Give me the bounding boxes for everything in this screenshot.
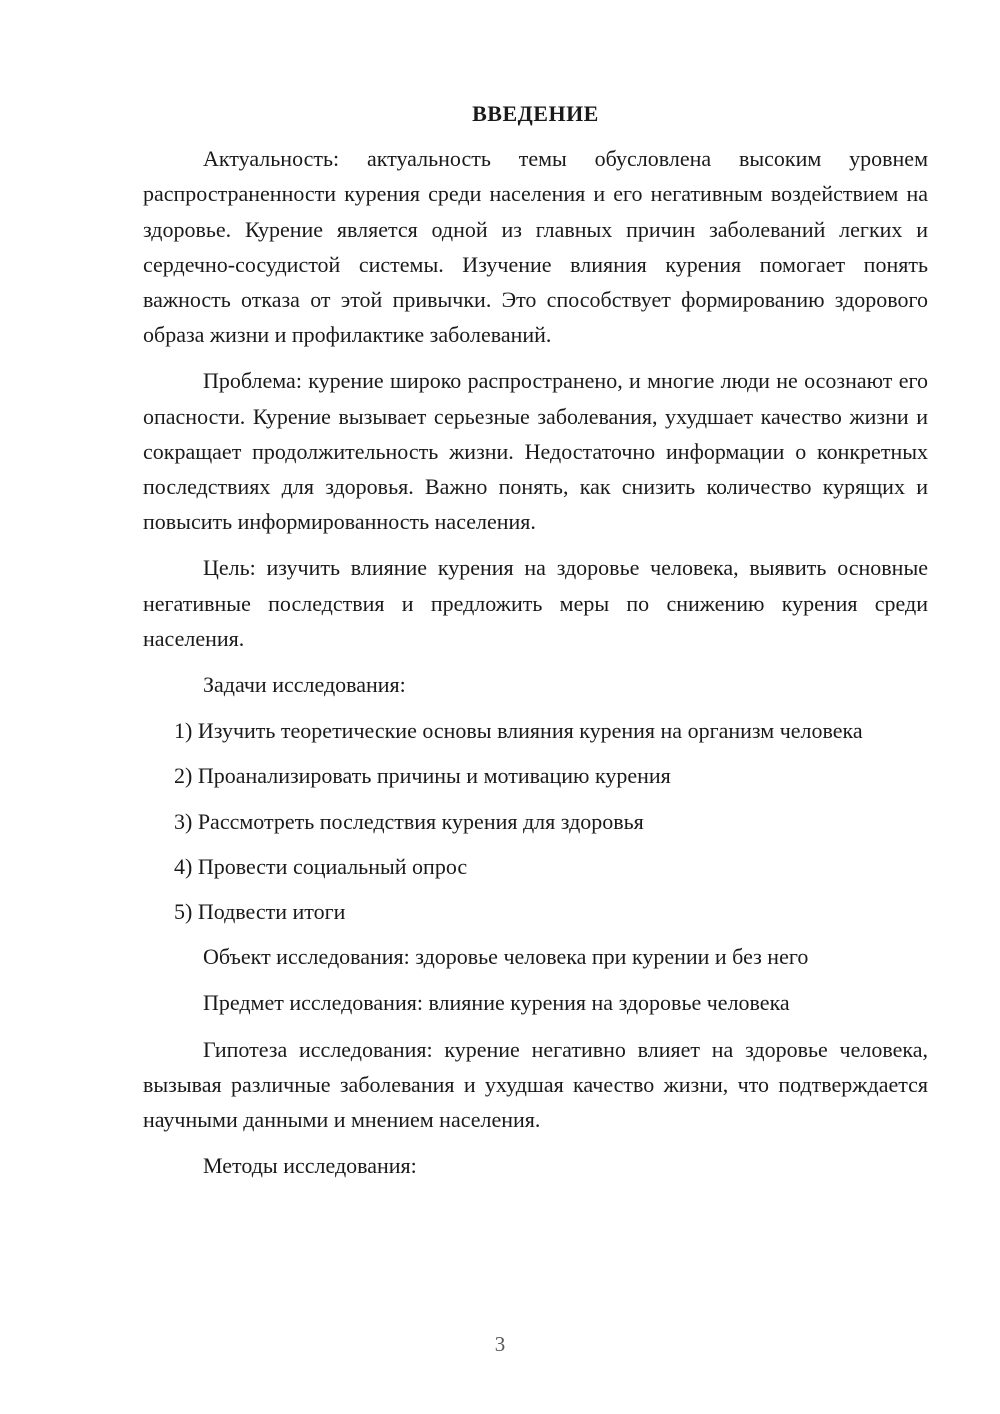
page-title: ВВЕДЕНИЕ: [472, 101, 599, 126]
paragraph-relevance: Актуальность: актуальность темы обусловлена высоким уровнем распространенности курения среди населения и его негативным воздействием на здоровье. Курение является одной из главных причин заболеваний легких и сердечно-сосудистой системы. Изучение влияния курения помогает понять важность отказа от этой привычки. Это способствует формированию здорового образа жизни и профилактике заболеваний.: [143, 146, 928, 348]
paragraph-goal: Цель: изучить влияние курения на здоровье человека, выявить основные негативные последствия и предложить меры по снижению курения среди населения.: [143, 555, 928, 651]
tasks-heading: Задачи исследования:: [203, 672, 406, 698]
paragraph-subject: Предмет исследования: влияние курения на здоровье человека: [203, 990, 790, 1016]
list-item: 2) Проанализировать причины и мотивацию курения: [174, 763, 671, 789]
document-page: [143, 96, 928, 1194]
paragraph-problem: Проблема: курение широко распространено, и многие люди не осознают его опасности. Курение вызывает серьезные заболевания, ухудшает качество жизни и сокращает продолжительность жизни. Недостаточно информации о конкретных последствиях для здоровья. Важно понять, как снизить количество курящих и повысить информированность населения.: [143, 368, 928, 535]
list-item: 3) Рассмотреть последствия курения для здоровья: [174, 808, 644, 834]
list-item: 1) Изучить теоретические основы влияния курения на организм человека: [174, 718, 863, 744]
methods-heading: Методы исследования:: [203, 1153, 417, 1179]
list-item: 4) Провести социальный опрос: [174, 853, 468, 879]
paragraph-object: Объект исследования: здоровье человека при курении и без него: [203, 944, 809, 970]
paragraph-hypothesis: Гипотеза исследования: курение негативно влияет на здоровье человека, вызывая различные заболевания и ухудшая качество жизни, что подтверждается научными данными и мнением населения.: [143, 1036, 928, 1133]
list-item: 5) Подвести итоги: [174, 899, 346, 925]
tasks-list: [143, 713, 928, 929]
page-number: 3: [494, 1332, 506, 1356]
